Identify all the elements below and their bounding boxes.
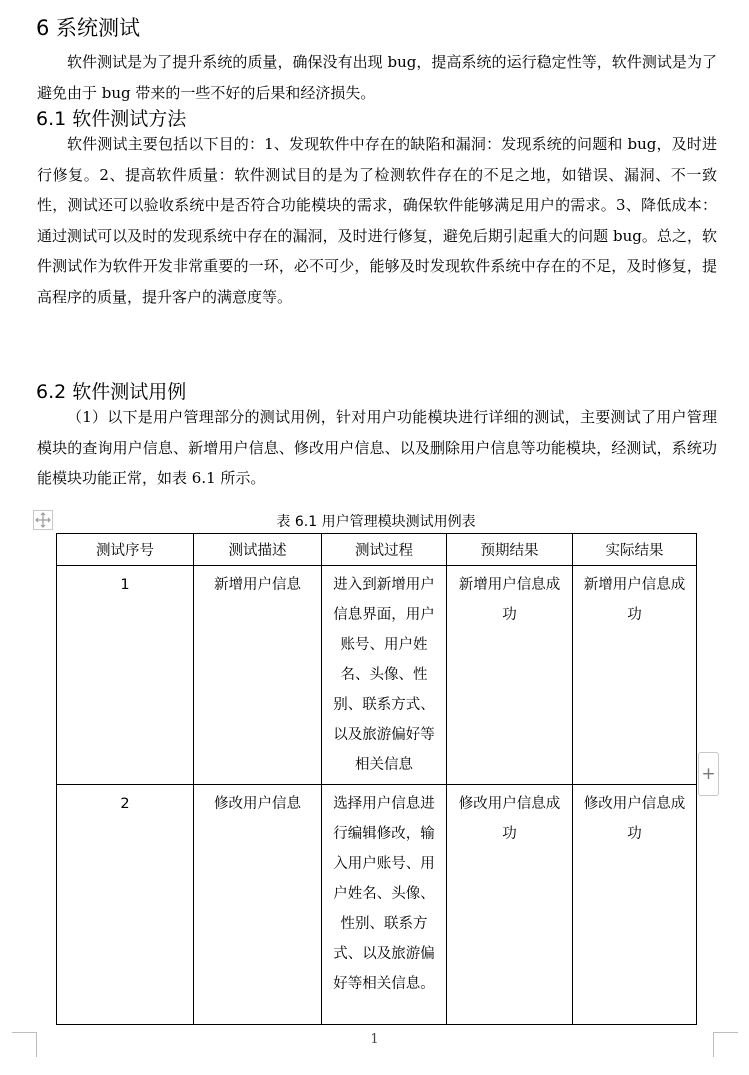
method-heading: 6.1 软件测试方法 [36,108,187,130]
table-cell: 新增用户信息成功 [573,566,697,785]
table-row [57,566,697,785]
cases-paragraph: （1）以下是用户管理部分的测试用例，针对用户功能模块进行详细的测试，主要测试了用户管理模块的查询用户信息、新增用户信息、修改用户信息、以及删除用户信息等功能模块，经测试，系统功能模块功能正常，如表 6.1 所示。 [37,408,717,487]
table-header-row [57,534,697,566]
table-caption: 表 6.1 用户管理模块测试用例表 [276,514,476,530]
table-cell: 修改用户信息成功 [447,785,573,1025]
section-heading: 6 系统测试 [36,16,141,40]
table-cell: 进入到新增用户信息界面，用户账号、用户姓名、头像、性别、联系方式、以及旅游偏好等相关信息 [322,566,447,785]
move-icon [34,511,52,529]
table-row [57,785,697,1025]
cases-heading: 6.2 软件测试用例 [36,381,187,403]
table-cell: 修改用户信息成功 [573,785,697,1025]
table-cell: 选择用户信息进行编辑修改，输入用户账号、用户姓名、头像、性别、联系方式、以及旅游偏好等相关信息。 [322,785,447,1025]
table-cell: 修改用户信息 [194,785,322,1025]
table-cell: 新增用户信息 [194,566,322,785]
plus-icon: + [701,764,716,784]
intro-paragraph: 软件测试是为了提升系统的质量，确保没有出现 bug，提高系统的运行稳定性等，软件测试是为了避免由于 bug 带来的一些不好的后果和经济损失。 [37,53,717,102]
page-number: 1 [370,1032,379,1047]
method-paragraph: 软件测试主要包括以下目的：1、发现软件中存在的缺陷和漏洞：发现系统的问题和 bug，及时进行修复。2、提高软件质量：软件测试目的是为了检测软件存在的不足之地，如错误、漏洞、不一致性，测试还可以验收系统中是否符合功能模块的需求，确保软件能够满足用户的需求。3、降低成本：通过测试可以及时的发现系统中存在的漏洞，及时进行修复，避免后期引起重大的问题 bug。总之，软件测试作为软件开发非常重要的一环，必不可少，能够及时发现软件系统中存在的不足，及时修复，提高程序的质量，提升客户的满意度等。 [37,135,717,306]
header-cell: 测试过程 [322,534,447,566]
test-case-table [56,533,697,1025]
header-cell: 实际结果 [573,534,697,566]
table-cell: 新增用户信息成功 [447,566,573,785]
table-move-handle[interactable] [33,510,53,530]
header-cell: 测试序号 [57,534,194,566]
header-cell: 预期结果 [447,534,573,566]
table-cell: 1 [57,566,194,785]
add-row-button[interactable] [698,752,719,796]
table-cell: 2 [57,785,194,1025]
header-cell: 测试描述 [194,534,322,566]
